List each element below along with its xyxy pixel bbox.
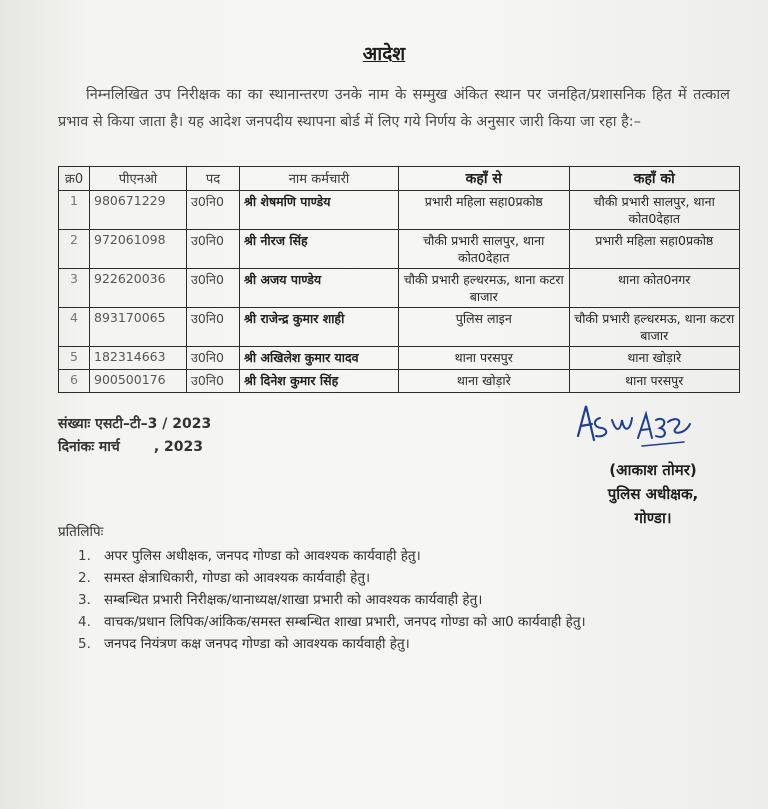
table-row <box>59 269 740 308</box>
cell-pno: 922620036 <box>90 269 187 308</box>
table-row <box>59 191 740 230</box>
cell-pno: 980671229 <box>90 191 187 230</box>
cell-pno: 893170065 <box>90 308 187 347</box>
copy-heading: प्रतिलिपिः <box>58 524 104 540</box>
signature-mark <box>572 402 702 462</box>
list-item-number: 4. <box>78 614 91 630</box>
signatory-block <box>578 458 728 530</box>
table-row <box>59 230 740 269</box>
list-item <box>78 589 586 611</box>
cell-name: श्री नीरज सिंह <box>240 230 399 269</box>
list-item <box>78 611 586 633</box>
cell-to: थाना परसपुर <box>569 370 740 393</box>
cell-to: चौकी प्रभारी सालपुर, थाना कोत0देहात <box>569 191 740 230</box>
table-header-row <box>59 167 740 191</box>
cell-pno: 972061098 <box>90 230 187 269</box>
list-item-text: सम्बन्धित प्रभारी निरीक्षक/थानाध्यक्ष/शाखा प्रभारी को आवश्यक कार्यवाही हेतु। <box>104 592 483 608</box>
cell-sn: 4 <box>59 308 90 347</box>
transfer-table <box>58 166 740 393</box>
cell-from: पुलिस लाइन <box>399 308 570 347</box>
cell-sn: 6 <box>59 370 90 393</box>
signatory-place: गोण्डा। <box>634 509 672 527</box>
table-row <box>59 347 740 370</box>
list-item-text: अपर पुलिस अधीक्षक, जनपद गोण्डा को आवश्यक कार्यवाही हेतु। <box>104 548 421 564</box>
cell-to: थाना खोड़ारे <box>569 347 740 370</box>
col-header-pno: पीएनओ <box>90 167 187 191</box>
cell-post: उ0नि0 <box>187 230 240 269</box>
cell-name: श्री दिनेश कुमार सिंह <box>240 370 399 393</box>
cell-post: उ0नि0 <box>187 347 240 370</box>
cell-sn: 2 <box>59 230 90 269</box>
cell-pno: 182314663 <box>90 347 187 370</box>
table-row <box>59 308 740 347</box>
list-item-number: 3. <box>78 592 91 608</box>
cell-post: उ0नि0 <box>187 370 240 393</box>
cell-post: उ0नि0 <box>187 269 240 308</box>
signatory-designation: पुलिस अधीक्षक, <box>607 485 699 503</box>
date-separator: , <box>153 439 160 455</box>
list-item-text: जनपद नियंत्रण कक्ष जनपद गोण्डा को आवश्यक कार्यवाही हेतु। <box>104 636 410 652</box>
cell-name: श्री अजय पाण्डेय <box>240 269 399 308</box>
copy-list <box>78 545 586 655</box>
document-title: आदेश <box>362 43 406 65</box>
col-header-sn: क्र0 <box>59 167 90 191</box>
cell-to: थाना कोत0नगर <box>569 269 740 308</box>
list-item-number: 2. <box>78 570 91 586</box>
cell-pno: 900500176 <box>90 370 187 393</box>
list-item-number: 1. <box>78 548 91 564</box>
cell-name: श्री शेषमणि पाण्डेय <box>240 191 399 230</box>
order-date <box>58 437 203 456</box>
cell-sn: 1 <box>59 191 90 230</box>
cell-from: चौकी प्रभारी सालपुर, थाना कोत0देहात <box>399 230 570 269</box>
order-number: संख्याः एसटी–टी–3 / 2023 <box>58 416 212 432</box>
order-intro-paragraph <box>58 82 730 136</box>
cell-name: श्री अखिलेश कुमार यादव <box>240 347 399 370</box>
col-header-name: नाम कर्मचारी <box>240 167 399 191</box>
list-item-number: 5. <box>78 636 91 652</box>
list-item <box>78 545 586 567</box>
list-item-text: वाचक/प्रधान लिपिक/आंकिक/समस्त सम्बन्धित शाखा प्रभारी, जनपद गोण्डा को आ0 कार्यवाही हेतु। <box>104 614 586 630</box>
cell-to: चौकी प्रभारी हल्धरमऊ, थाना कटरा बाजार <box>569 308 740 347</box>
col-header-from: कहाँ से <box>399 167 570 191</box>
cell-to: प्रभारी महिला सहा0प्रकोष्ठ <box>569 230 740 269</box>
cell-from: थाना परसपुर <box>399 347 570 370</box>
cell-from: चौकी प्रभारी हल्धरमऊ, थाना कटरा बाजार <box>399 269 570 308</box>
list-item-text: समस्त क्षेत्राधिकारी, गोण्डा को आवश्यक कार्यवाही हेतु। <box>104 570 371 586</box>
signatory-name: (आकाश तोमर) <box>609 461 697 479</box>
date-label: दिनांकः मार्च <box>58 439 120 455</box>
cell-sn: 3 <box>59 269 90 308</box>
col-header-to: कहाँ को <box>569 167 740 191</box>
list-item <box>78 633 586 655</box>
cell-post: उ0नि0 <box>187 308 240 347</box>
cell-from: थाना खोड़ारे <box>399 370 570 393</box>
cell-sn: 5 <box>59 347 90 370</box>
list-item <box>78 567 586 589</box>
intro-text: निम्नलिखित उप निरीक्षक का का स्थानान्तरण उनके नाम के सम्मुख अंकित स्थान पर जनहित/प्रशासनिक हित में तत्काल प्रभाव से किया जाता है। यह आदेश जनपदीय स्थापना बोर्ड में लिए गये निर्णय के अनुसार जारी किया जा रहा है:– <box>58 87 730 130</box>
cell-from: प्रभारी महिला सहा0प्रकोष्ठ <box>399 191 570 230</box>
date-year: 2023 <box>164 439 203 455</box>
col-header-post: पद <box>187 167 240 191</box>
cell-name: श्री राजेन्द्र कुमार शाही <box>240 308 399 347</box>
table-row <box>59 370 740 393</box>
cell-post: उ0नि0 <box>187 191 240 230</box>
